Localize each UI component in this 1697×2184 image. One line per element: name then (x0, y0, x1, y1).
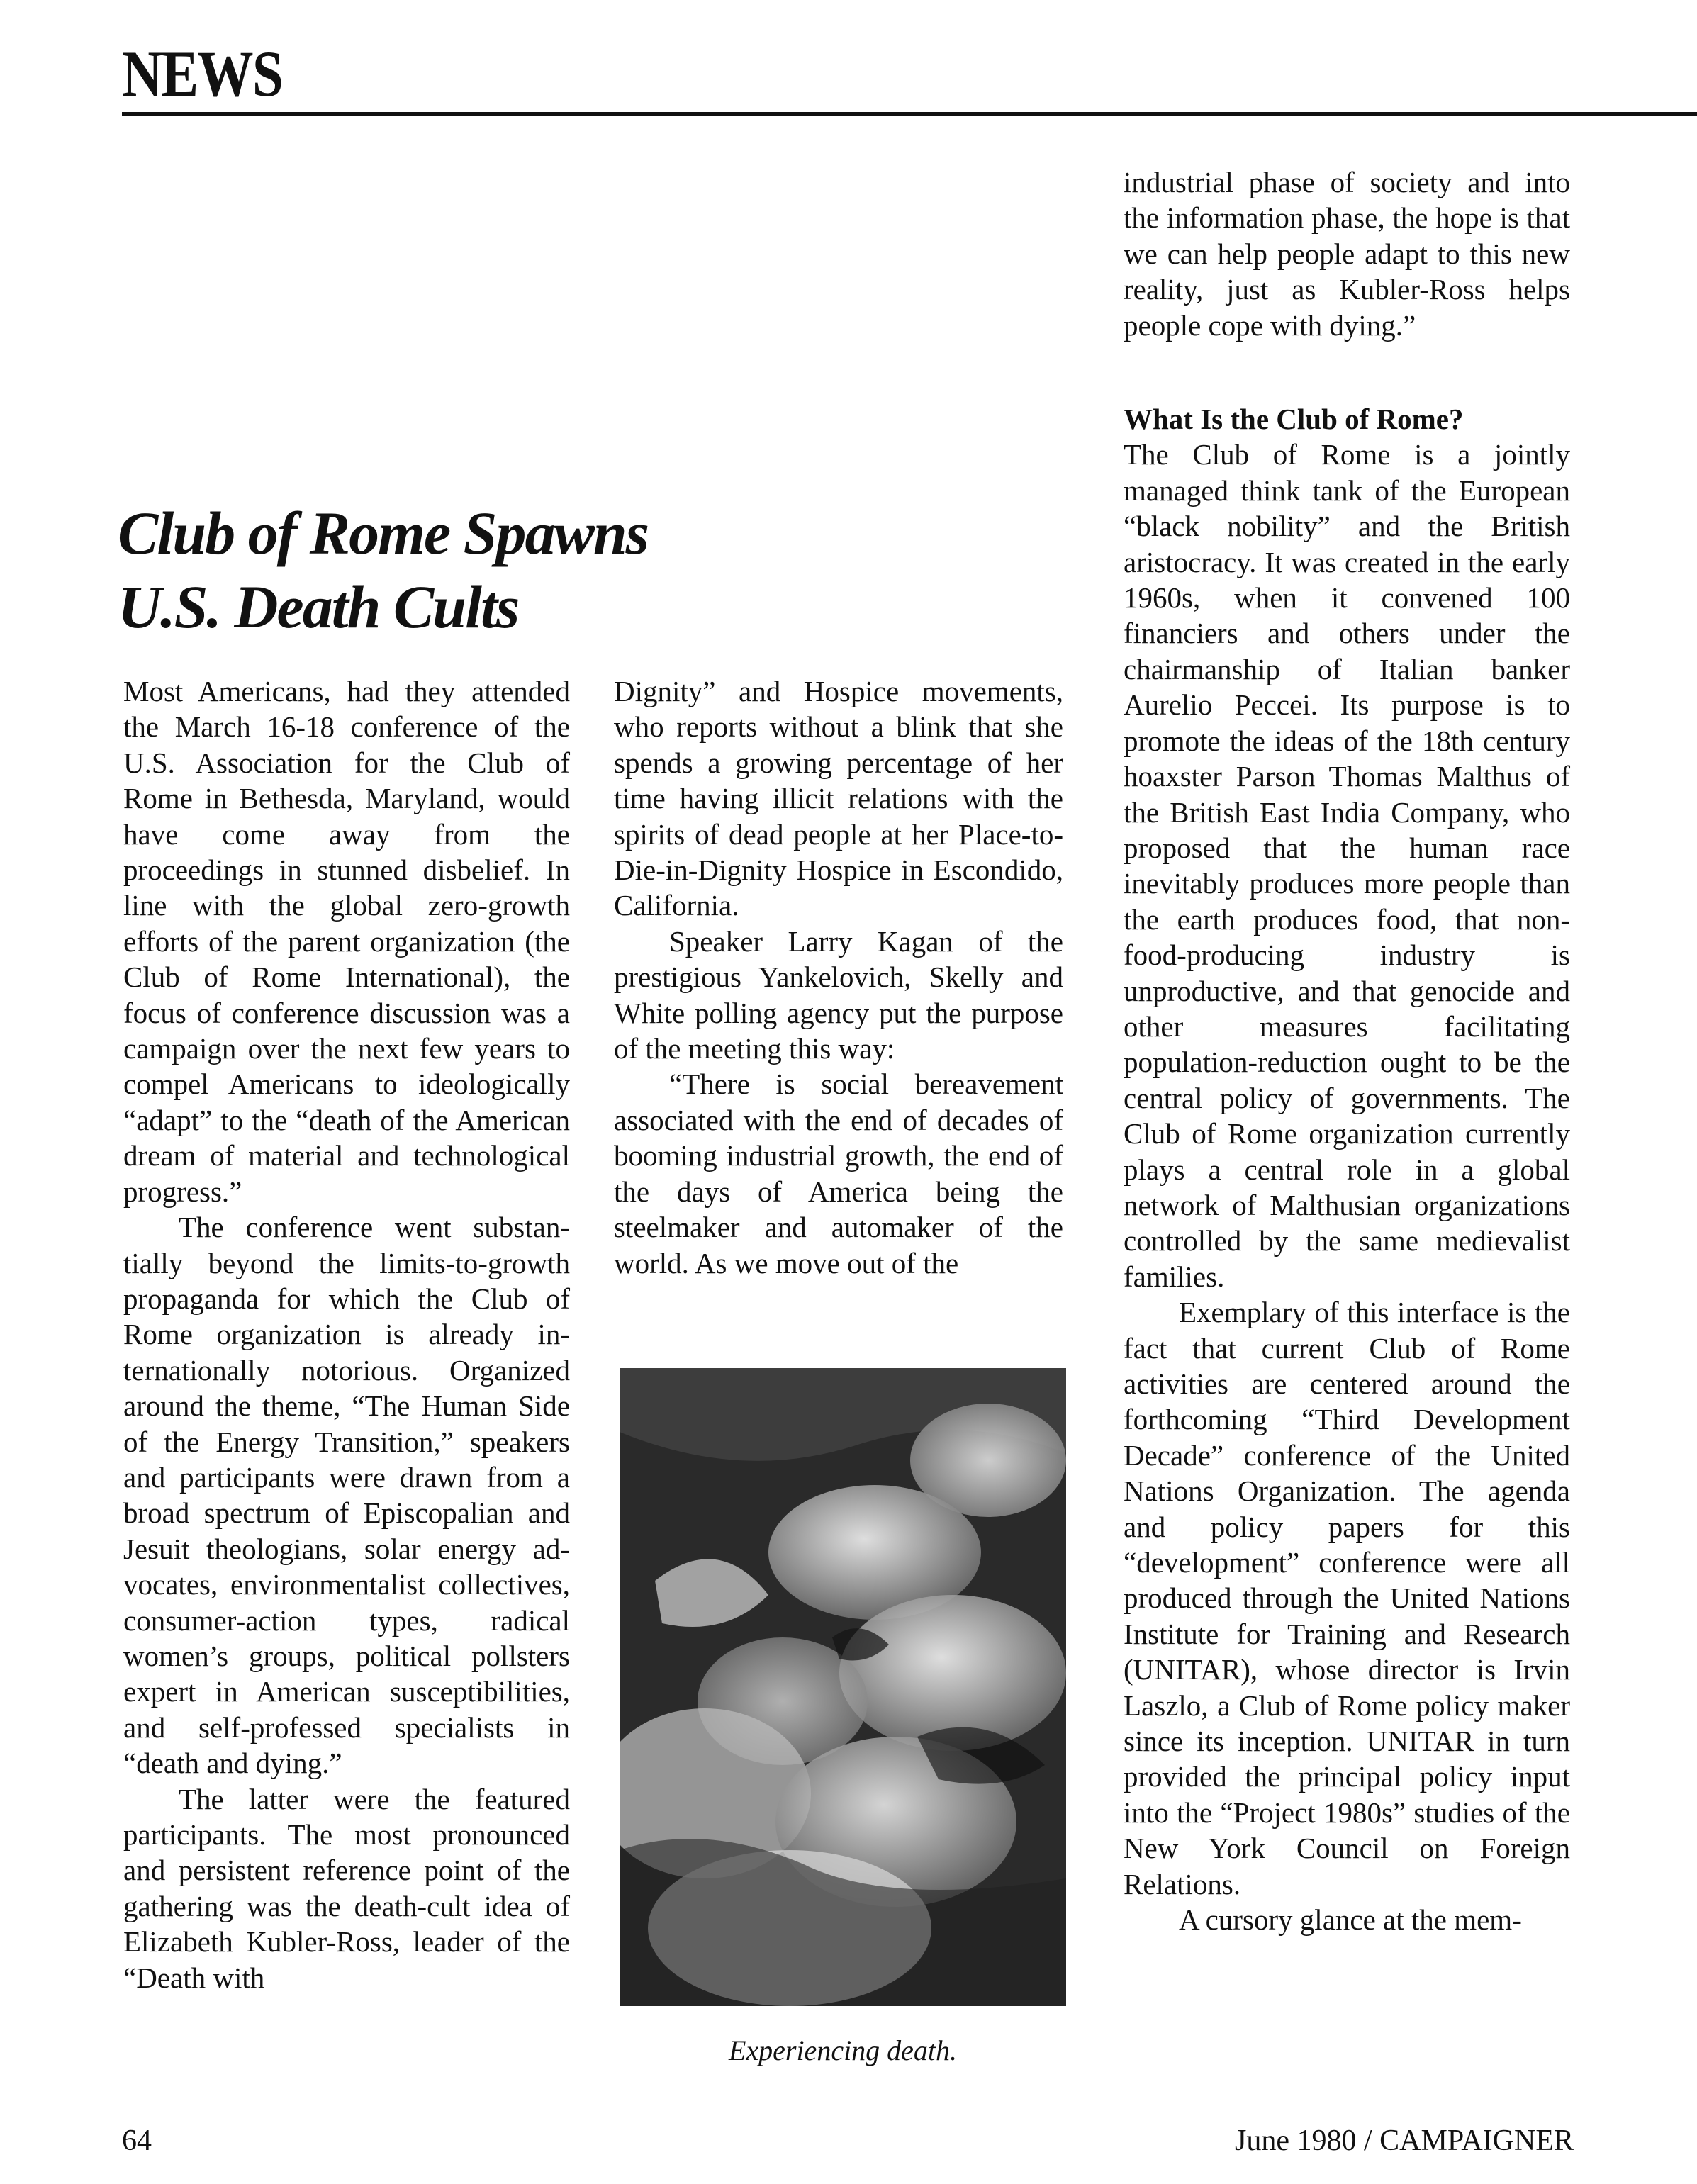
paragraph: The Club of Rome is a jointly managed think tank of the European “black nobility” and the British aristocracy. It was created in the early 1960s, when it convened 100 financiers and others under the chairmanship of Italian banker Aurelio Peccei. Its purpose is to promote the ideas of the 18th century hoaxster Parson Thomas Malthus of the British East India Company, who proposed that the human race inevitably produces more people than the earth produces food, that non-food-producing industry is unproductive, and that genocide and other measures facilitating population-reduction ought to be the central policy of governments. The Club of Rome organization currently plays a central role in a global network of Malthusian organizations controlled by the same medievalist families. (1124, 438, 1570, 1293)
headline-line-1: Club of Rome Spawns (118, 499, 649, 567)
article-column-2 (614, 673, 1063, 1281)
photo-caption: Experiencing death. (728, 2034, 958, 2066)
article-headline (118, 496, 798, 644)
section-label: NEWS (122, 38, 283, 110)
headline-line-2: U.S. Death Cults (118, 573, 519, 641)
paragraph: The conference went substantially beyond the limits-to-growth propaganda for which the Club of Rome organization is already internationally notorious. Organized around the theme, “The Human Side of the Energy Transition,” speakers and participants were drawn from a broad spectrum of Episcopalian and Jesuit theologians, solar energy advocates, environmentalist collectives, consumer-action types, radical women’s groups, political pollsters expert in American susceptibilities, and self-professed specialists in “death and dying.” (123, 1211, 570, 1780)
paragraph: industrial phase of society and into the information phase, the hope is that we can help people adapt to this new reality, just as Kubler-Ross helps people cope with dying.” (1124, 166, 1570, 342)
article-column-3 (1124, 164, 1570, 1938)
paragraph: The latter were the featured participants. The most pronounced and persistent reference point of the gathering was the death-cult idea of Elizabeth Kubler-Ross, leader of the “Death with (123, 1782, 570, 1994)
paragraph: Exemplary of this interface is the fact that current Club of Rome activities are centered around the forthcoming “Third Development Decade” conference of the United Nations Organization. The agenda and policy papers for this “development” conference were all produced through the United Nations Institute for Training and Research (UNITAR), whose director is Irvin Laszlo, a Club of Rome policy maker since its inception. UNITAR in turn provided the principal policy input into the “Project 1980s” studies of the New York Council on Foreign Relations. (1124, 1296, 1570, 1900)
article-photo (620, 1368, 1066, 2006)
page-number: 64 (122, 2124, 152, 2157)
paragraph: “There is social bereavement associated with the end of decades of booming industrial growth, the end of the days of America being the steelmaker and automaker of the world. As we move out of the (614, 1068, 1063, 1279)
photo-image (620, 1368, 1066, 2006)
paragraph: Most Americans, had they attended the March 16-18 conference of the U.S. Association for the Club of Rome in Bethesda, Maryland, would have come away from the proceedings in stunned disbelief. In line with the global zero-growth efforts of the parent organization (the Club of Rome International), the focus of conference discussion was a campaign over the next few years to compel Americans to ideologically “adapt” to the “death of the American dream of material and technological progress.” (123, 675, 570, 1208)
spacer (1124, 343, 1570, 401)
section-rule (122, 112, 1697, 116)
paragraph: Dignity” and Hospice movements, who reports without a blink that she spends a growing percentage of her time having illicit relations with the spirits of dead people at her Place-to-Die-in-Dignity Hospice in Escondido, California. (614, 675, 1063, 922)
subheading: What Is the Club of Rome? (1124, 403, 1464, 436)
paragraph: Speaker Larry Kagan of the prestigious Yankelovich, Skelly and White polling agency put the purpose of the meeting this way: (614, 924, 1063, 1065)
article-column-1 (123, 673, 570, 1995)
publication-footer: June 1980 / CAMPAIGNER (1235, 2124, 1574, 2157)
paragraph: A cursory glance at the mem- (1179, 1903, 1522, 1937)
